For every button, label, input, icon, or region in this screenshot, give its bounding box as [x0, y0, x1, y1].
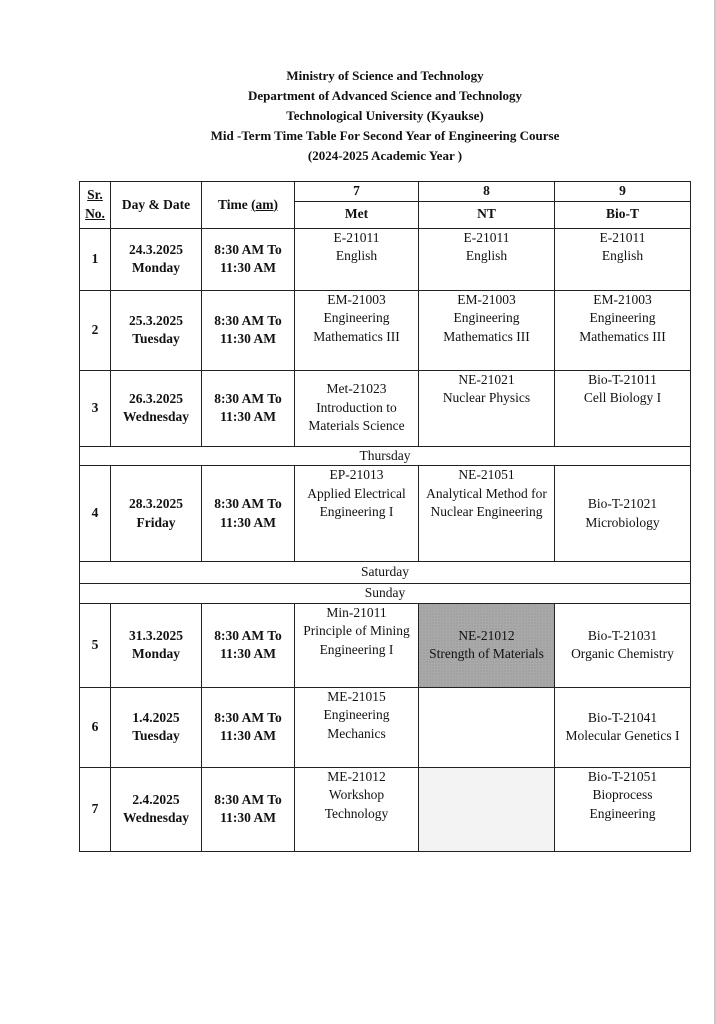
met-exam-cell: ME-21012 Workshop Technology — [295, 767, 419, 851]
break-row-saturday — [80, 562, 691, 584]
group-number-9: 9 — [555, 182, 691, 202]
met-exam-cell: ME-21015 Engineering Mechanics — [295, 687, 419, 767]
time-header: Time (am) — [202, 182, 295, 229]
date-cell: 1.4.2025 Tuesday — [111, 687, 202, 767]
time-cell: 8:30 AM To 11:30 AM — [202, 687, 295, 767]
bio-exam-cell: E-21011 English — [555, 228, 691, 290]
group-bio-t: Bio-T — [555, 201, 691, 228]
nt-exam-cell: NE-21021 Nuclear Physics — [419, 370, 555, 446]
break-row-sunday — [80, 584, 691, 604]
table-row — [80, 466, 691, 562]
date-cell: 26.3.2025 Wednesday — [111, 370, 202, 446]
day-date-header: Day & Date — [111, 182, 202, 229]
date-cell: 31.3.2025 Monday — [111, 603, 202, 687]
ministry-title: Ministry of Science and Technology — [286, 68, 484, 83]
sr-cell: 4 — [80, 466, 111, 562]
nt-exam-cell-highlighted: NE-21012 Strength of Materials — [419, 603, 555, 687]
sr-cell: 3 — [80, 370, 111, 446]
nt-exam-cell: EM-21003 Engineering Mathematics III — [419, 290, 555, 370]
sr-cell: 2 — [80, 290, 111, 370]
timetable — [79, 181, 691, 852]
date-cell: 2.4.2025 Wednesday — [111, 767, 202, 851]
time-cell: 8:30 AM To 11:30 AM — [202, 466, 295, 562]
time-cell: 8:30 AM To 11:30 AM — [202, 767, 295, 851]
sr-cell: 5 — [80, 603, 111, 687]
met-exam-cell: Met-21023 Introduction to Materials Science — [295, 370, 419, 446]
document-header — [0, 66, 716, 166]
met-exam-cell: E-21011 English — [295, 228, 419, 290]
bio-exam-cell: Bio-T-21011 Cell Biology I — [555, 370, 691, 446]
table-row — [80, 687, 691, 767]
met-exam-cell: EP-21013 Applied Electrical Engineering I — [295, 466, 419, 562]
bio-exam-cell: Bio-T-21041 Molecular Genetics I — [555, 687, 691, 767]
date-cell: 25.3.2025 Tuesday — [111, 290, 202, 370]
group-nt: NT — [419, 201, 555, 228]
date-cell: 28.3.2025 Friday — [111, 466, 202, 562]
nt-exam-cell-empty — [419, 767, 555, 851]
timetable-title: Mid -Term Time Table For Second Year of Engineering Course — [210, 128, 560, 143]
bio-exam-cell: Bio-T-21021 Microbiology — [555, 466, 691, 562]
university-title: Technological University (Kyaukse) — [286, 108, 484, 123]
table-row — [80, 767, 691, 851]
table-row — [80, 290, 691, 370]
academic-year: (2024-2025 Academic Year ) — [307, 148, 463, 163]
group-number-7: 7 — [295, 182, 419, 202]
time-cell: 8:30 AM To 11:30 AM — [202, 603, 295, 687]
break-label: Thursday — [80, 446, 691, 466]
nt-exam-cell: NE-21051 Analytical Method for Nuclear Engineering — [419, 466, 555, 562]
break-label: Sunday — [80, 584, 691, 604]
time-cell: 8:30 AM To 11:30 AM — [202, 228, 295, 290]
group-number-8: 8 — [419, 182, 555, 202]
time-cell: 8:30 AM To 11:30 AM — [202, 290, 295, 370]
bio-exam-cell: Bio-T-21051 Bioprocess Engineering — [555, 767, 691, 851]
met-exam-cell: Min-21011 Principle of Mining Engineering I — [295, 603, 419, 687]
bio-exam-cell: EM-21003 Engineering Mathematics III — [555, 290, 691, 370]
sr-cell: 1 — [80, 228, 111, 290]
met-exam-cell: EM-21003 Engineering Mathematics III — [295, 290, 419, 370]
break-label: Saturday — [80, 562, 691, 584]
nt-exam-cell: E-21011 English — [419, 228, 555, 290]
table-row — [80, 370, 691, 446]
group-met: Met — [295, 201, 419, 228]
time-cell: 8:30 AM To 11:30 AM — [202, 370, 295, 446]
sr-no-header: Sr. No. — [80, 182, 111, 229]
bio-exam-cell: Bio-T-21031 Organic Chemistry — [555, 603, 691, 687]
break-row-thursday — [80, 446, 691, 466]
nt-exam-cell-empty — [419, 687, 555, 767]
sr-cell: 6 — [80, 687, 111, 767]
date-cell: 24.3.2025 Monday — [111, 228, 202, 290]
header-row-numbers — [80, 182, 691, 202]
sr-cell: 7 — [80, 767, 111, 851]
table-row — [80, 228, 691, 290]
table-row — [80, 603, 691, 687]
department-title: Department of Advanced Science and Technology — [247, 88, 523, 103]
